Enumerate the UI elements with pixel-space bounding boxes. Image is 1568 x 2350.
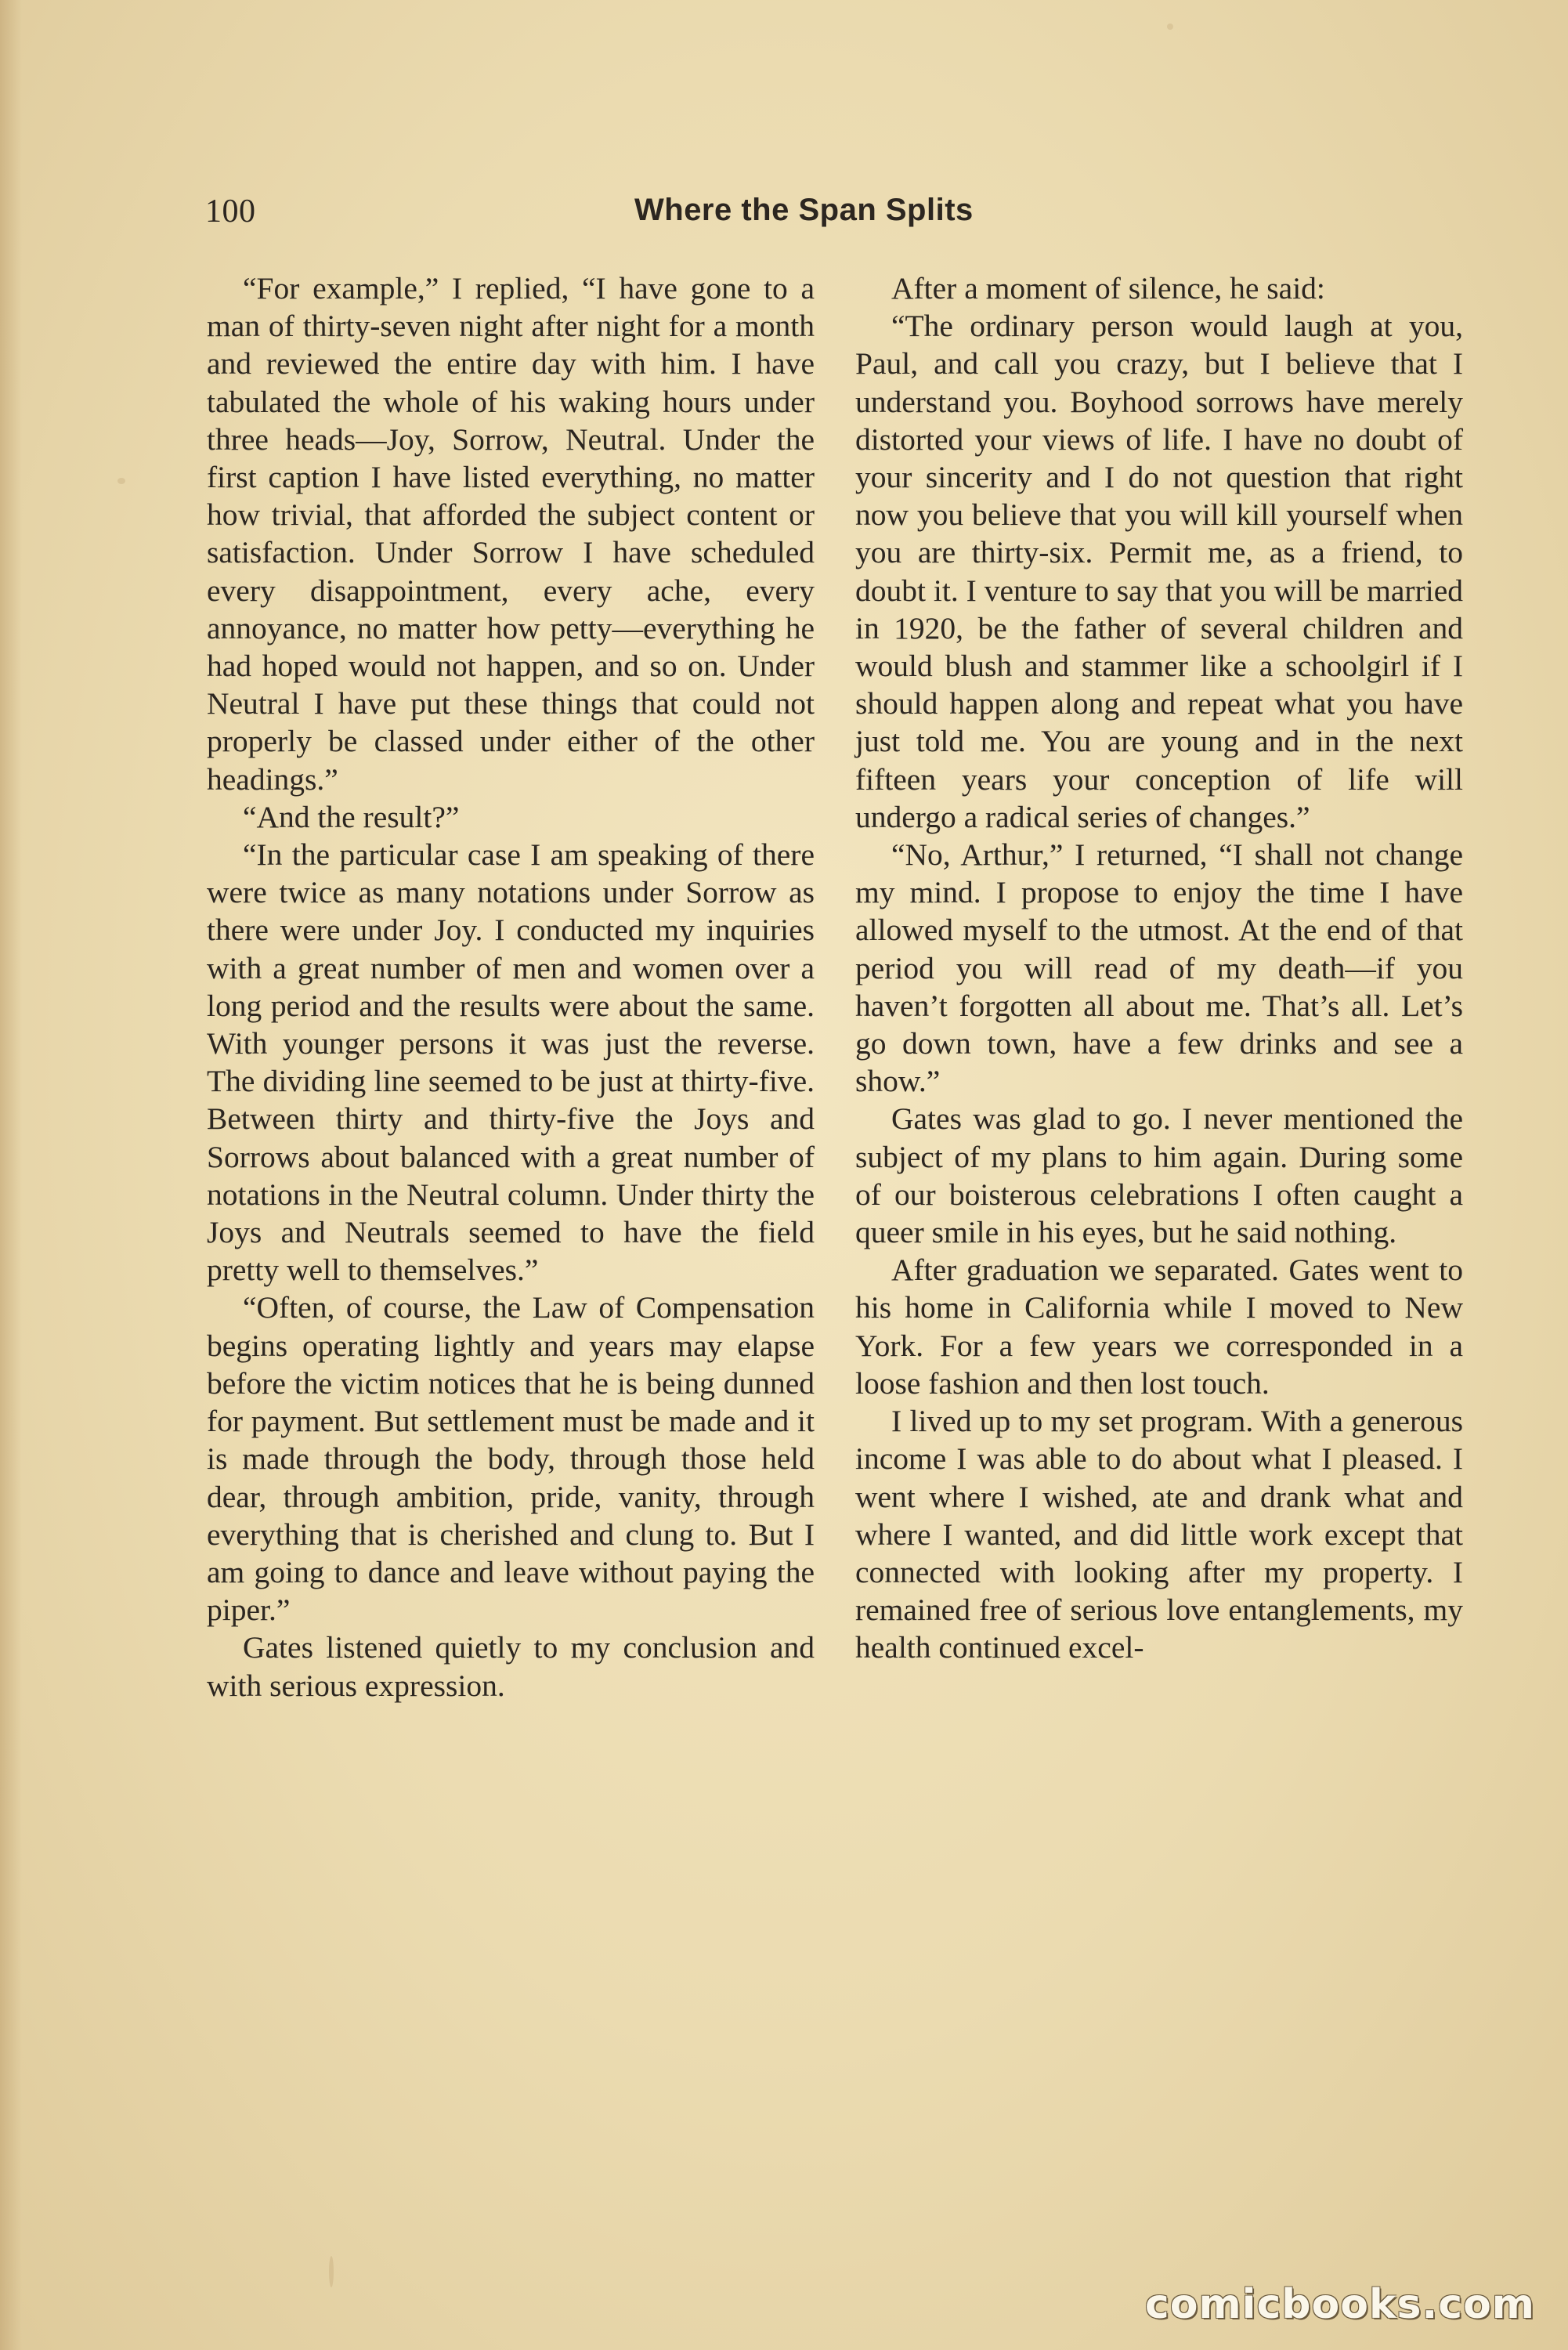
paragraph: “Often, of course, the Law of Compensation begins operating lightly and years may elapse before the victim notices that he is being dunned for payment. But settlement must be made and it is made through the body, through those held dear, through ambition, pride, vanity, through everything that is cherished and clung to. But I am going to dance and leave without paying the piper.” xyxy=(207,1290,815,1628)
paragraph: “The ordinary person would laugh at you, Paul, and call you crazy, but I believe that I understand you. Boyhood sorrows have merely distorted your views of life. I have no doubt of your sincerity and I do not question that right now you believe that you will kill yourself when you are thirty-six. Permit me, as a friend, to doubt it. I venture to say that you will be married in 1920, be the father of several children and would blush and stammer like a schoolgirl if I should happen along and repeat what you have just told me. You are young and in the next fifteen years your conception of life will undergo a radical series of changes.” xyxy=(855,309,1463,834)
paper-speck xyxy=(329,2256,334,2287)
left-column xyxy=(207,269,815,1705)
paragraph: “No, Arthur,” I returned, “I shall not change my mind. I propose to enjoy the time I have allowed myself to the utmost. At the end of that period you will read of my death—if you haven’t forgotten all about me. That’s all. Let’s go down town, have a few drinks and see a show.” xyxy=(855,837,1463,1099)
site-watermark: comicbooks.com xyxy=(1144,2281,1535,2328)
right-column xyxy=(855,269,1463,1667)
paragraph: Gates was glad to go. I never mentioned the subject of my plans to him again. During some of our boisterous celebrations I often caught a queer smile in his eyes, but he said nothing. xyxy=(855,1101,1463,1250)
page-header xyxy=(205,193,1466,240)
paragraph: Gates listened quietly to my conclusion and with serious expression. xyxy=(207,1630,815,1703)
page-number: 100 xyxy=(205,193,256,230)
paragraph: After a moment of silence, he said: xyxy=(891,271,1325,306)
running-title: Where the Span Splits xyxy=(634,193,974,227)
paragraph: “For example,” I replied, “I have gone to a man of thirty-seven night after night for a month and reviewed the entire day with him. I have tabulated the whole of his waking hours under three heads—Joy, Sorrow, Neutral. Under the first caption I have listed everything, no matter how trivial, that afforded the subject content or satisfaction. Under Sorrow I have scheduled every disappointment, every ache, every annoyance, no matter how petty—everything he had hoped would not happen, and so on. Under Neutral I have put these things that could not properly be classed under either of the other headings.” xyxy=(207,271,815,797)
paper-speck xyxy=(1167,24,1173,30)
page-edge-shadow xyxy=(0,0,22,2350)
paragraph: “In the particular case I am speaking of there were twice as many notations under Sorrow as there were under Joy. I conducted my inquiries with a great number of men and women over a long period and the results were about the same. With younger persons it was just the reverse. The dividing line seemed to be just at thirty-five. Between thirty and thirty-five the Joys and Sorrows about balanced with a great number of notations in the Neutral column. Under thirty the Joys and Neutrals seemed to have the field pretty well to themselves.” xyxy=(207,837,815,1288)
paragraph: After graduation we separated. Gates went to his home in California while I moved to New York. For a few years we corresponded in a loose fashion and then lost touch. xyxy=(855,1253,1463,1401)
paragraph: “And the result?” xyxy=(243,799,460,834)
paper-speck xyxy=(117,478,125,484)
paragraph: I lived up to my set program. With a generous income I was able to do about what I pleased. I went where I wished, ate and drank what and where I wanted, and did little work except that connected with looking after my property. I remained free of serious love entanglements, my health continued excel- xyxy=(855,1404,1463,1665)
